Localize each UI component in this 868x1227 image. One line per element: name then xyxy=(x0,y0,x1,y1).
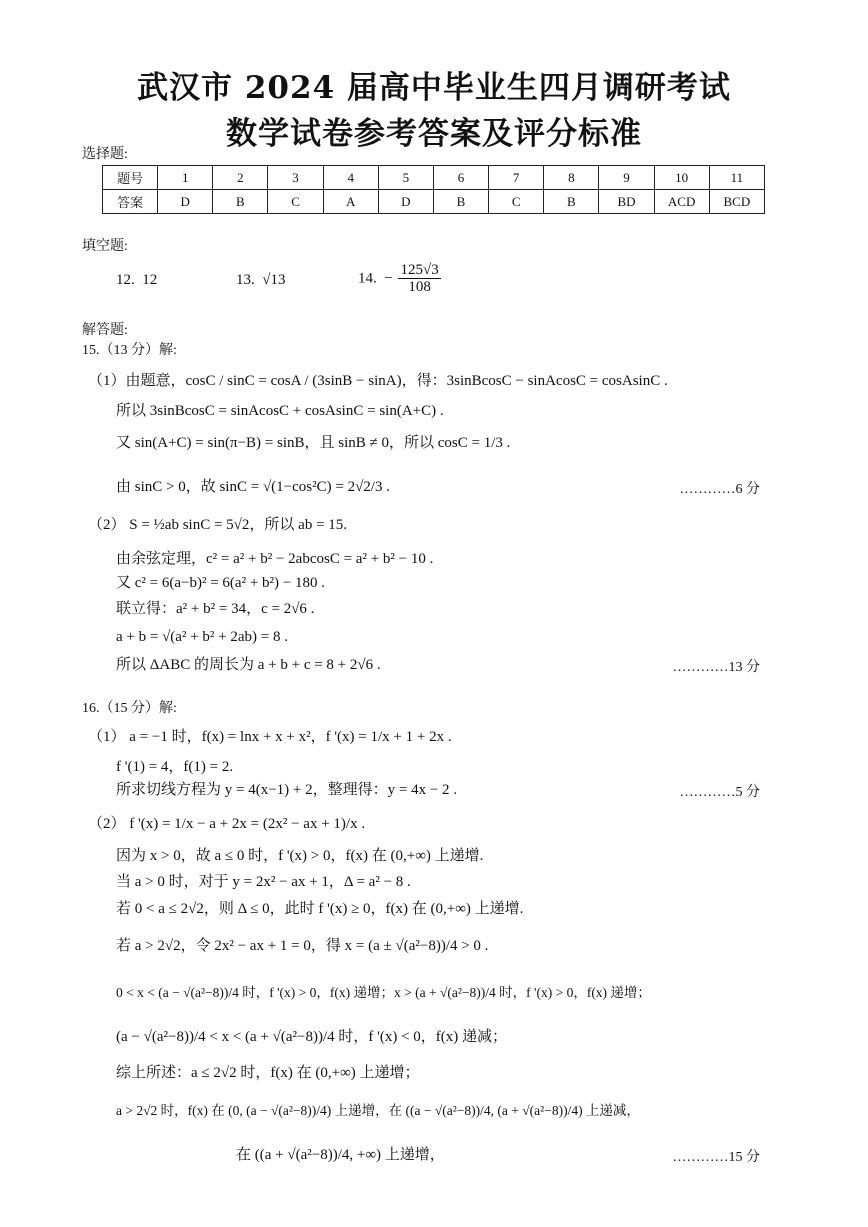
answer-cell: C xyxy=(268,190,323,214)
answer-cell: BD xyxy=(599,190,654,214)
p15-score-13: …………13 分 xyxy=(672,660,760,675)
p16-line-4: （2） f '(x) = 1/x − a + 2x = (2x² − ax + 1)/x . xyxy=(88,816,366,832)
q14-fraction xyxy=(398,262,440,295)
q14-sign: − xyxy=(384,270,393,287)
p16-line-6: 当 a > 0 时，对于 y = 2x² − ax + 1，Δ = a² − 8 . xyxy=(116,874,411,890)
q13-value: √13 xyxy=(262,272,286,288)
p16-score-5: …………5 分 xyxy=(679,785,760,800)
answer-cell: A xyxy=(323,190,378,214)
title-line-1: 武汉市 2024 届高中毕业生四月调研考试 xyxy=(137,70,731,106)
q14-label: 14. xyxy=(358,270,377,287)
fill-answer-12 xyxy=(116,271,157,289)
answer-cell: B xyxy=(544,190,599,214)
question-number: 9 xyxy=(599,166,654,190)
p16-line-9: 0 < x < (a − √(a²−8))/4 时，f '(x) > 0，f(x) 递增；x > (a + √(a²−8))/4 时，f '(x) > 0，f(x) 递增； xyxy=(116,985,651,1000)
p16-line-7: 若 0 < a ≤ 2√2，则 Δ ≤ 0，此时 f '(x) ≥ 0，f(x) 在 (0,+∞) 上递增. xyxy=(116,901,524,917)
choice-heading: 选择题: xyxy=(82,147,128,162)
q12-label: 12. xyxy=(116,272,135,288)
answer-cell: B xyxy=(433,190,488,214)
question-number-row xyxy=(103,166,765,190)
p15-line-6: 由余弦定理，c² = a² + b² − 2abcosC = a² + b² − 10 . xyxy=(116,551,434,567)
choice-answer-table xyxy=(102,165,765,214)
p15-line-10: 所以 ΔABC 的周长为 a + b + c = 8 + 2√6 . xyxy=(116,657,381,673)
p15-score-6: …………6 分 xyxy=(679,482,760,497)
problem-15-heading: 15.（13 分）解: xyxy=(82,343,177,358)
p16-line-3: 所求切线方程为 y = 4(x−1) + 2，整理得：y = 4x − 2 . xyxy=(116,782,458,798)
p15-line-5: （2） S = ½ab sinC = 5√2，所以 ab = 15. xyxy=(88,517,348,533)
p16-line-11: 综上所述：a ≤ 2√2 时，f(x) 在 (0,+∞) 上递增； xyxy=(116,1065,420,1081)
p16-score-15: …………15 分 xyxy=(672,1150,760,1165)
p15-line-9: a + b = √(a² + b² + 2ab) = 8 . xyxy=(116,629,288,645)
fill-answer-14 xyxy=(358,262,443,295)
question-number: 5 xyxy=(378,166,433,190)
answer-cell: ACD xyxy=(654,190,709,214)
p15-line-7: 又 c² = 6(a−b)² = 6(a² + b²) − 180 . xyxy=(116,575,325,591)
q12-value: 12 xyxy=(142,272,158,288)
p15-line-4: 由 sinC > 0，故 sinC = √(1−cos²C) = 2√2/3 . xyxy=(116,479,390,495)
p16-line-5: 因为 x > 0，故 a ≤ 0 时，f '(x) > 0，f(x) 在 (0,+∞) 上递增. xyxy=(116,848,484,864)
answer-cell: D xyxy=(158,190,213,214)
problem-16-heading: 16.（15 分）解: xyxy=(82,701,177,716)
solve-heading: 解答题: xyxy=(82,323,128,338)
q13-label: 13. xyxy=(236,272,255,288)
p16-line-13: 在 ((a + √(a²−8))/4, +∞) 上递增， xyxy=(236,1147,445,1163)
q14-denominator: 108 xyxy=(408,279,431,295)
title-line-2: 数学试卷参考答案及评分标准 xyxy=(226,116,642,152)
p16-line-12: a > 2√2 时，f(x) 在 (0, (a − √(a²−8))/4) 上递增，在 ((a − √(a²−8))/4, (a + √(a²−8))/4) 上递减， xyxy=(116,1103,640,1118)
answer-cell: D xyxy=(378,190,433,214)
p16-line-1: （1） a = −1 时，f(x) = lnx + x + x²，f '(x) = 1/x + 1 + 2x . xyxy=(88,729,452,745)
question-number: 1 xyxy=(158,166,213,190)
question-number: 8 xyxy=(544,166,599,190)
p15-line-1: （1）由题意，cosC / sinC = cosA / (3sinB − sinA)，得：3sinBcosC − sinAcosC = cosAsinC . xyxy=(88,373,668,389)
p16-line-8: 若 a > 2√2，令 2x² − ax + 1 = 0，得 x = (a ± √(a²−8))/4 > 0 . xyxy=(116,938,489,954)
answer-cell: B xyxy=(213,190,268,214)
q14-numerator: 125√3 xyxy=(400,262,439,278)
question-number: 4 xyxy=(323,166,378,190)
question-number: 2 xyxy=(213,166,268,190)
fill-answer-13 xyxy=(236,271,285,289)
p16-line-10: (a − √(a²−8))/4 < x < (a + √(a²−8))/4 时，f '(x) < 0，f(x) 递减； xyxy=(116,1029,508,1045)
row-label-answer: 答案 xyxy=(103,190,158,214)
row-label-question: 题号 xyxy=(103,166,158,190)
question-number: 3 xyxy=(268,166,323,190)
question-number: 7 xyxy=(489,166,544,190)
fill-heading: 填空题: xyxy=(82,239,128,254)
question-number: 6 xyxy=(433,166,488,190)
p16-line-2: f '(1) = 4，f(1) = 2. xyxy=(116,759,234,775)
question-number: 11 xyxy=(709,166,764,190)
answer-cell: C xyxy=(489,190,544,214)
p15-line-3: 又 sin(A+C) = sin(π−B) = sinB，且 sinB ≠ 0，所以 cosC = 1/3 . xyxy=(116,435,511,451)
p15-line-8: 联立得：a² + b² = 34，c = 2√6 . xyxy=(116,601,315,617)
answer-row xyxy=(103,190,765,214)
answer-cell: BCD xyxy=(709,190,764,214)
question-number: 10 xyxy=(654,166,709,190)
p15-line-2: 所以 3sinBcosC = sinAcosC + cosAsinC = sin(A+C) . xyxy=(116,403,444,419)
